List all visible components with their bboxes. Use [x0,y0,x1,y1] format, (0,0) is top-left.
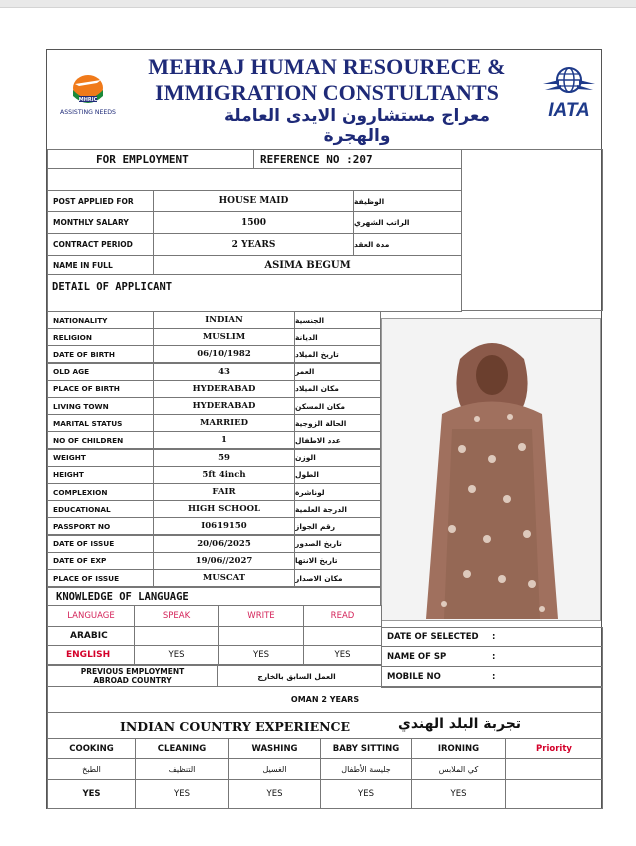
language-heading [47,587,381,606]
company-title-line1: MEHRAJ HUMAN RESOURECE & [148,54,506,79]
side-info-colon: : [492,632,496,642]
job-label: MONTHLY SALARY [47,211,154,234]
job-label: POST APPLIED FOR [47,190,154,212]
experience-header: Priority [505,738,603,759]
experience-title-arabic: تجربة البلد الهندي [398,716,522,732]
language-speak [134,626,219,646]
detail-gap [47,298,462,312]
job-label: NAME IN FULL [47,255,154,275]
language-header-1: SPEAK [134,605,219,627]
experience-title-row [47,712,603,739]
job-value: 2 YEARS [153,233,354,256]
detail-label: PLACE OF ISSUE [47,569,154,587]
experience-header: WASHING [228,738,321,759]
experience-arabic: جليسة الأطفال [320,758,412,780]
side-info-row [381,666,603,688]
language-header-3: READ [303,605,382,627]
experience-arabic: كي الملابس [411,758,506,780]
detail-arabic-label: مكان الميلاد [294,380,381,398]
language-speak: YES [134,645,219,665]
detail-value: MUSLIM [153,328,295,346]
experience-arabic [505,758,603,780]
experience-header: CLEANING [135,738,229,759]
job-arabic-label: الراتب الشهري [353,211,462,234]
language-write [218,626,304,646]
detail-arabic-label: الطول [294,466,381,484]
detail-value: FAIR [153,483,295,501]
detail-value: HYDERABAD [153,380,295,398]
detail-label: NATIONALITY [47,311,154,329]
side-info-label: NAME OF SP [387,651,447,662]
job-label: CONTRACT PERIOD [47,233,154,256]
detail-arabic-label: الديانة [294,328,381,346]
company-title-line2: IMMIGRATION CONSTULTANTS [155,80,499,105]
detail-label: DATE OF BIRTH [47,345,154,363]
detail-label: COMPLEXION [47,483,154,501]
header-side-blank [461,149,603,311]
detail-label: PASSPORT NO [47,517,154,535]
detail-value: 5ft 4inch [153,466,295,484]
language-read: YES [303,645,382,665]
side-info-label: DATE OF SELECTED [387,632,479,642]
language-name: ARABIC [47,626,135,646]
detail-heading [47,274,462,299]
experience-arabic: التنظيف [135,758,229,780]
detail-value: INDIAN [153,311,295,329]
experience-header: BABY SITTING [320,738,412,759]
detail-arabic-label: الدرجة العلمية [294,500,381,518]
applicant-photo [381,318,601,621]
previous-employment-label [47,665,218,687]
side-info-row [381,646,603,667]
detail-arabic-label: لوناشرة [294,483,381,501]
detail-value: 20/06/2025 [153,535,295,553]
job-arabic-label: الوظيفة [353,190,462,212]
detail-label: NO OF CHILDREN [47,431,154,449]
detail-arabic-label: تاريخ الانتها [294,552,381,570]
experience-value: YES [47,779,136,809]
detail-arabic-label: عدد الاطفال [294,431,381,449]
iata-text: IATA [548,100,590,121]
detail-label: EDUCATIONAL [47,500,154,518]
language-header-2: WRITE [218,605,304,627]
reference-number [253,149,462,169]
side-info-row [381,627,603,647]
svg-text:MHRIC: MHRIC [78,97,98,103]
detail-arabic-label: الوزن [294,449,381,467]
detail-heading-text: DETAIL OF APPLICANT [52,281,173,293]
detail-arabic-label: تاريخ الميلاد [294,345,381,363]
experience-header: COOKING [47,738,136,759]
job-value: 1500 [153,211,354,234]
detail-value: 43 [153,363,295,381]
for-employment-text: FOR EMPLOYMENT [96,152,189,166]
detail-label: WEIGHT [47,449,154,467]
detail-label: PLACE OF BIRTH [47,380,154,398]
language-read [303,626,382,646]
detail-value: 19/06//2027 [153,552,295,570]
experience-header: IRONING [411,738,506,759]
language-name: ENGLISH [47,645,135,665]
previous-employment-arabic: العمل السابق بالخارج [217,665,382,687]
reference-text: REFERENCE NO :207 [260,152,373,166]
previous-employment-value: OMAN 2 YEARS [47,686,603,713]
detail-label: RELIGION [47,328,154,346]
detail-value: MUSCAT [153,569,295,587]
detail-arabic-label: تاريخ الصدور [294,535,381,553]
detail-arabic-label: الحالة الزوجية [294,414,381,432]
detail-label: HEIGHT [47,466,154,484]
iata-logo [541,64,599,124]
language-heading-text: KNOWLEDGE OF LANGUAGE [56,590,189,603]
company-logo [57,72,119,122]
detail-value: 06/10/1982 [153,345,295,363]
side-info-colon: : [492,651,496,662]
detail-value: I0619150 [153,517,295,535]
detail-value: MARRIED [153,414,295,432]
for-employment-label [47,149,254,169]
detail-value: HYDERABAD [153,397,295,415]
experience-value: YES [411,779,506,809]
blank-row [47,168,462,191]
previous-label-line1: PREVIOUS EMPLOYMENT [80,667,185,676]
detail-arabic-label: مكان الاصدار [294,569,381,587]
side-info-label: MOBILE NO [387,672,441,682]
job-arabic-label: مدة العقد [353,233,462,256]
experience-value: YES [320,779,412,809]
experience-arabic: الغسيل [228,758,321,780]
language-header-0: LANGUAGE [47,605,135,627]
detail-label: LIVING TOWN [47,397,154,415]
detail-arabic-label: مكان المسكن [294,397,381,415]
side-info-colon: : [492,672,496,682]
application-form [46,49,602,809]
job-value: HOUSE MAID [153,190,354,212]
window-top-bar [0,0,636,8]
experience-value: YES [228,779,321,809]
experience-arabic: الطبخ [47,758,136,780]
detail-value: 59 [153,449,295,467]
language-write: YES [218,645,304,665]
previous-label-line2: ABROAD COUNTRY [93,676,172,685]
job-value: ASIMA BEGUM [153,255,462,275]
detail-label: OLD AGE [47,363,154,381]
detail-arabic-label: الجنسية [294,311,381,329]
detail-label: DATE OF ISSUE [47,535,154,553]
detail-value: HIGH SCHOOL [153,500,295,518]
svg-text:ASSISTING NEEDS: ASSISTING NEEDS [60,109,116,116]
detail-arabic-label: العمر [294,363,381,381]
detail-label: MARITAL STATUS [47,414,154,432]
experience-value [505,779,603,809]
experience-value: YES [135,779,229,809]
form-header [47,50,603,149]
experience-title: INDIAN COUNTRY EXPERIENCE [120,719,350,734]
detail-label: DATE OF EXP [47,552,154,570]
detail-arabic-label: رقم الجواز [294,517,381,535]
detail-value: 1 [153,431,295,449]
company-title-arabic: معراج مستشارون الايدى العاملة والهجرة [223,106,491,146]
